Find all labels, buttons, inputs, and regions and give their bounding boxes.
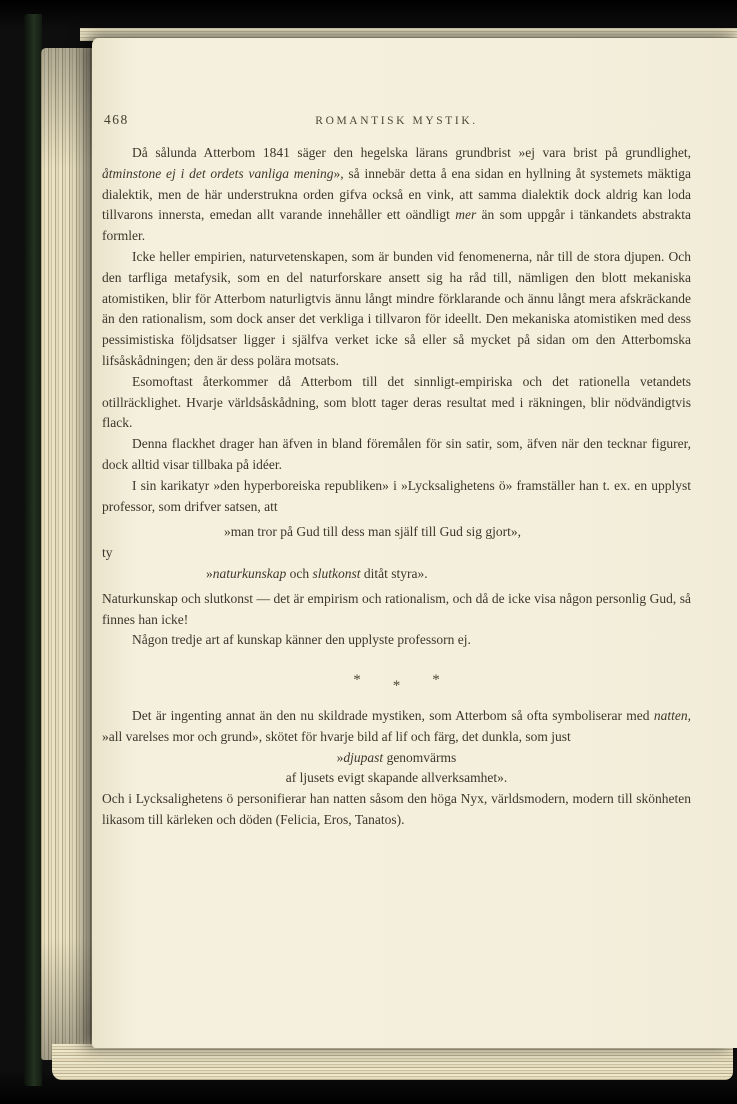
text-run: ty (102, 545, 113, 561)
italic-run: åtminstone ej i det ordets vanliga mening (102, 165, 334, 181)
text-run: I sin karikatyr »den hyperboreiska republiken» i »Lycksalighetens ö» framställer han t. ex. en upplyst professor, som drifver satsen, att (102, 477, 691, 514)
paragraph (102, 476, 691, 518)
text-run: »man tror på Gud till dess man själf till Gud sig gjort», (224, 524, 521, 540)
italic-run: naturkunskap (212, 565, 287, 581)
paragraph (102, 143, 691, 247)
text-run: » (336, 749, 344, 765)
text-run: ditåt styra». (360, 565, 428, 581)
text-run: Någon tredje art af kunskap känner den upplyste professorn ej. (132, 632, 471, 648)
text-run: * (353, 672, 361, 689)
page-header (102, 108, 691, 130)
book-page (92, 38, 737, 1048)
text-run: Denna flackhet drager han äfven in bland föremålen för sin satir, som, äfven när den tecknar figurer, dock alltid visar tillbaka på idéer. (102, 436, 691, 472)
paragraph (102, 434, 691, 476)
text-run: Och i Lycksalighetens ö personifierar han natten såsom den höga Nyx, världsmodern, modern till skönheten likasom till kärleken och döden (Felicia, Eros, Tanatos). (102, 791, 691, 827)
paragraph (102, 247, 691, 372)
book-cover-edge (24, 14, 42, 1086)
text-run: * (432, 672, 440, 689)
paragraph (102, 589, 691, 631)
paragraph (102, 789, 691, 831)
text-run: än som uppgår i tänkandets abstrakta formler. (102, 207, 691, 244)
page-stack-bottom-edge (52, 1044, 733, 1080)
italic-run: slutkonst (312, 565, 361, 581)
page-content (102, 108, 691, 1048)
page-stack-left-edge (41, 48, 95, 1060)
italic-run: mer (455, 207, 477, 223)
text-run: », så innebär detta å ena sidan en hyllning åt systemets mäktiga dialektik, men de här understrukna orden gifva också en vink, att samma dialektik dock aldrig kan loda tillvarons innersta, emedan allt varande innehåller ett oändligt (102, 165, 691, 223)
quote-line (224, 522, 691, 543)
text-run: * (392, 678, 401, 695)
text-run: »all varelses mor och grund», skötet för hvarje bild af lif och färg, det dunkla, som just (102, 728, 571, 744)
text-run: och (286, 565, 313, 581)
centered-quote-line (102, 768, 691, 789)
text-run: Naturkunskap och slutkonst — det är empirism och rationalism, och då de icke visa någon personlig Gud, så finnes han icke! (102, 590, 691, 627)
italic-run: natten, (653, 707, 691, 723)
asterisk-separator (102, 670, 691, 695)
running-header: ROMANTISK MYSTIK. (315, 115, 478, 127)
paragraph (102, 630, 691, 651)
text-run: » (206, 565, 213, 581)
text-run: af ljusets evigt skapande allverksamhet». (285, 770, 508, 786)
ty-line (102, 543, 691, 564)
text-run: Det är ingenting annat än den nu skildrade mystiken, som Atterbom så ofta symboliserar med (132, 707, 654, 723)
quote-line (206, 564, 691, 585)
italic-run: djupast (343, 749, 384, 765)
text-run: Då sålunda Atterbom 1841 säger den hegelska lärans grundbrist »ej vara brist på grundlighet, (132, 145, 691, 160)
text-body (102, 143, 691, 831)
text-run: Esomoftast återkommer då Atterbom till det sinnligt-empiriska och det rationella vetandets otillräcklighet. Hvarje världsåskådning, som blott tager deras resultat med i räkningen, blir nödvändigtvis flack. (102, 373, 691, 431)
paragraph (102, 706, 691, 748)
paragraph (102, 372, 691, 434)
page-number: 468 (104, 112, 129, 127)
text-run: genomvärms (383, 749, 457, 765)
text-run: Icke heller empirien, naturvetenskapen, som är bunden vid fenomenerna, når till de stora djupen. Och den tarfliga metafysik, som en del naturforskare ansett sig ha råd till, nämligen den blott mekaniska atomistiken, blir för Atterbom naturligtvis ännu långt mindre förklarande och ännu långt mera afskräckande än den rationalism, som dock anser det verkliga i tillvaron för ideellt. Den mekaniska atomistiken med dess pessimistiska följdsatser ligger i själfva verket icke så eller så mycket på sidan om den Atterbomska lifsåskådningen; den är dess polära motsats. (102, 248, 691, 368)
centered-quote-line (102, 748, 691, 769)
